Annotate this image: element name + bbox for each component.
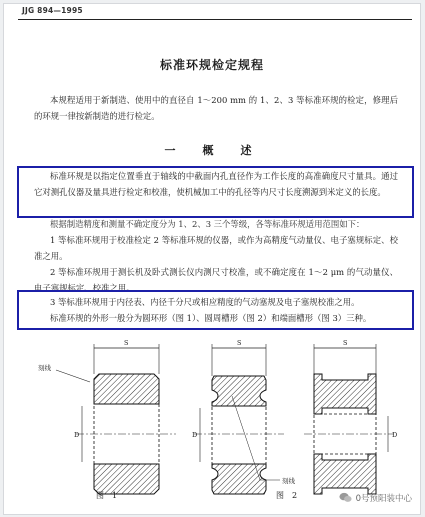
figure-2-drawing	[194, 344, 284, 494]
figure-1-caption: 图 1	[96, 491, 118, 500]
paragraph-grade-3: 3 等标准环规用于内径表、内径千分尺或相应精度的气动塞规及电子塞规校准之用。	[50, 297, 360, 307]
fig3-dim-dia: D	[392, 431, 398, 439]
paragraph-grades: 根据制造精度和测量不确定度分为 1、2、3 三个等级，各等标准环规适用范围如下：	[50, 219, 365, 229]
fig1-line-label: 刻线	[38, 364, 51, 372]
figure-1-drawing	[56, 344, 176, 494]
fig2-dim-dia: D	[192, 431, 198, 439]
watermark	[339, 491, 412, 504]
intro-paragraph: 本规程适用于新制造、使用中的直径自 1～200 mm 的 1、2、3 等标准环规的检定，修理后的环规一律按新制造的进行检定。	[34, 95, 398, 121]
header-rule	[18, 19, 412, 20]
paragraph-grade-1: 1 等标准环规用于校准检定 2 等标准环规的仪器，或作为高精度气动量仪、电子塞规标定、校准之用。	[34, 235, 398, 261]
page-title: 标准环规检定规程	[159, 58, 264, 72]
figure-2-caption: 图 2	[276, 491, 298, 500]
highlight-box-shapes	[17, 290, 414, 330]
paragraph-shapes: 标准环规的外形一般分为圆环形（图 1）、圆周槽形（图 2）和端面槽形（图 3）三种。	[50, 313, 372, 323]
fig1-dim-width: S	[124, 339, 129, 347]
standard-code: JJG 894—1995	[22, 6, 83, 15]
fig2-line-label: 刻线	[282, 477, 295, 485]
highlight-box-definition	[17, 166, 414, 218]
fig3-dim-width: S	[343, 339, 348, 347]
fig1-dim-dia: D	[74, 431, 80, 439]
paragraph-grade-2: 2 等标准环规用于测长机及卧式测长仪内测尺寸校准，或不确定度在 1～2 μm 的气动量仪、电子塞规标定、校准之用。	[34, 267, 398, 293]
figures-area	[4, 334, 421, 515]
figure-3-drawing	[304, 344, 394, 494]
watermark-text: 0号预阳装中心	[355, 493, 412, 504]
section-heading: 一 概 述	[164, 144, 260, 157]
wechat-icon	[339, 491, 352, 504]
paragraph-definition: 标准环规是以指定位置垂直于轴线的中截面内孔直径作为工作长度的高准确度尺寸量具。通过它对测孔仪器及量具进行检定和校准，使机械加工中的孔径等内尺寸长度溯源到米定义的长度。	[34, 171, 398, 197]
document-page	[3, 3, 421, 515]
fig2-dim-width: S	[237, 339, 242, 347]
